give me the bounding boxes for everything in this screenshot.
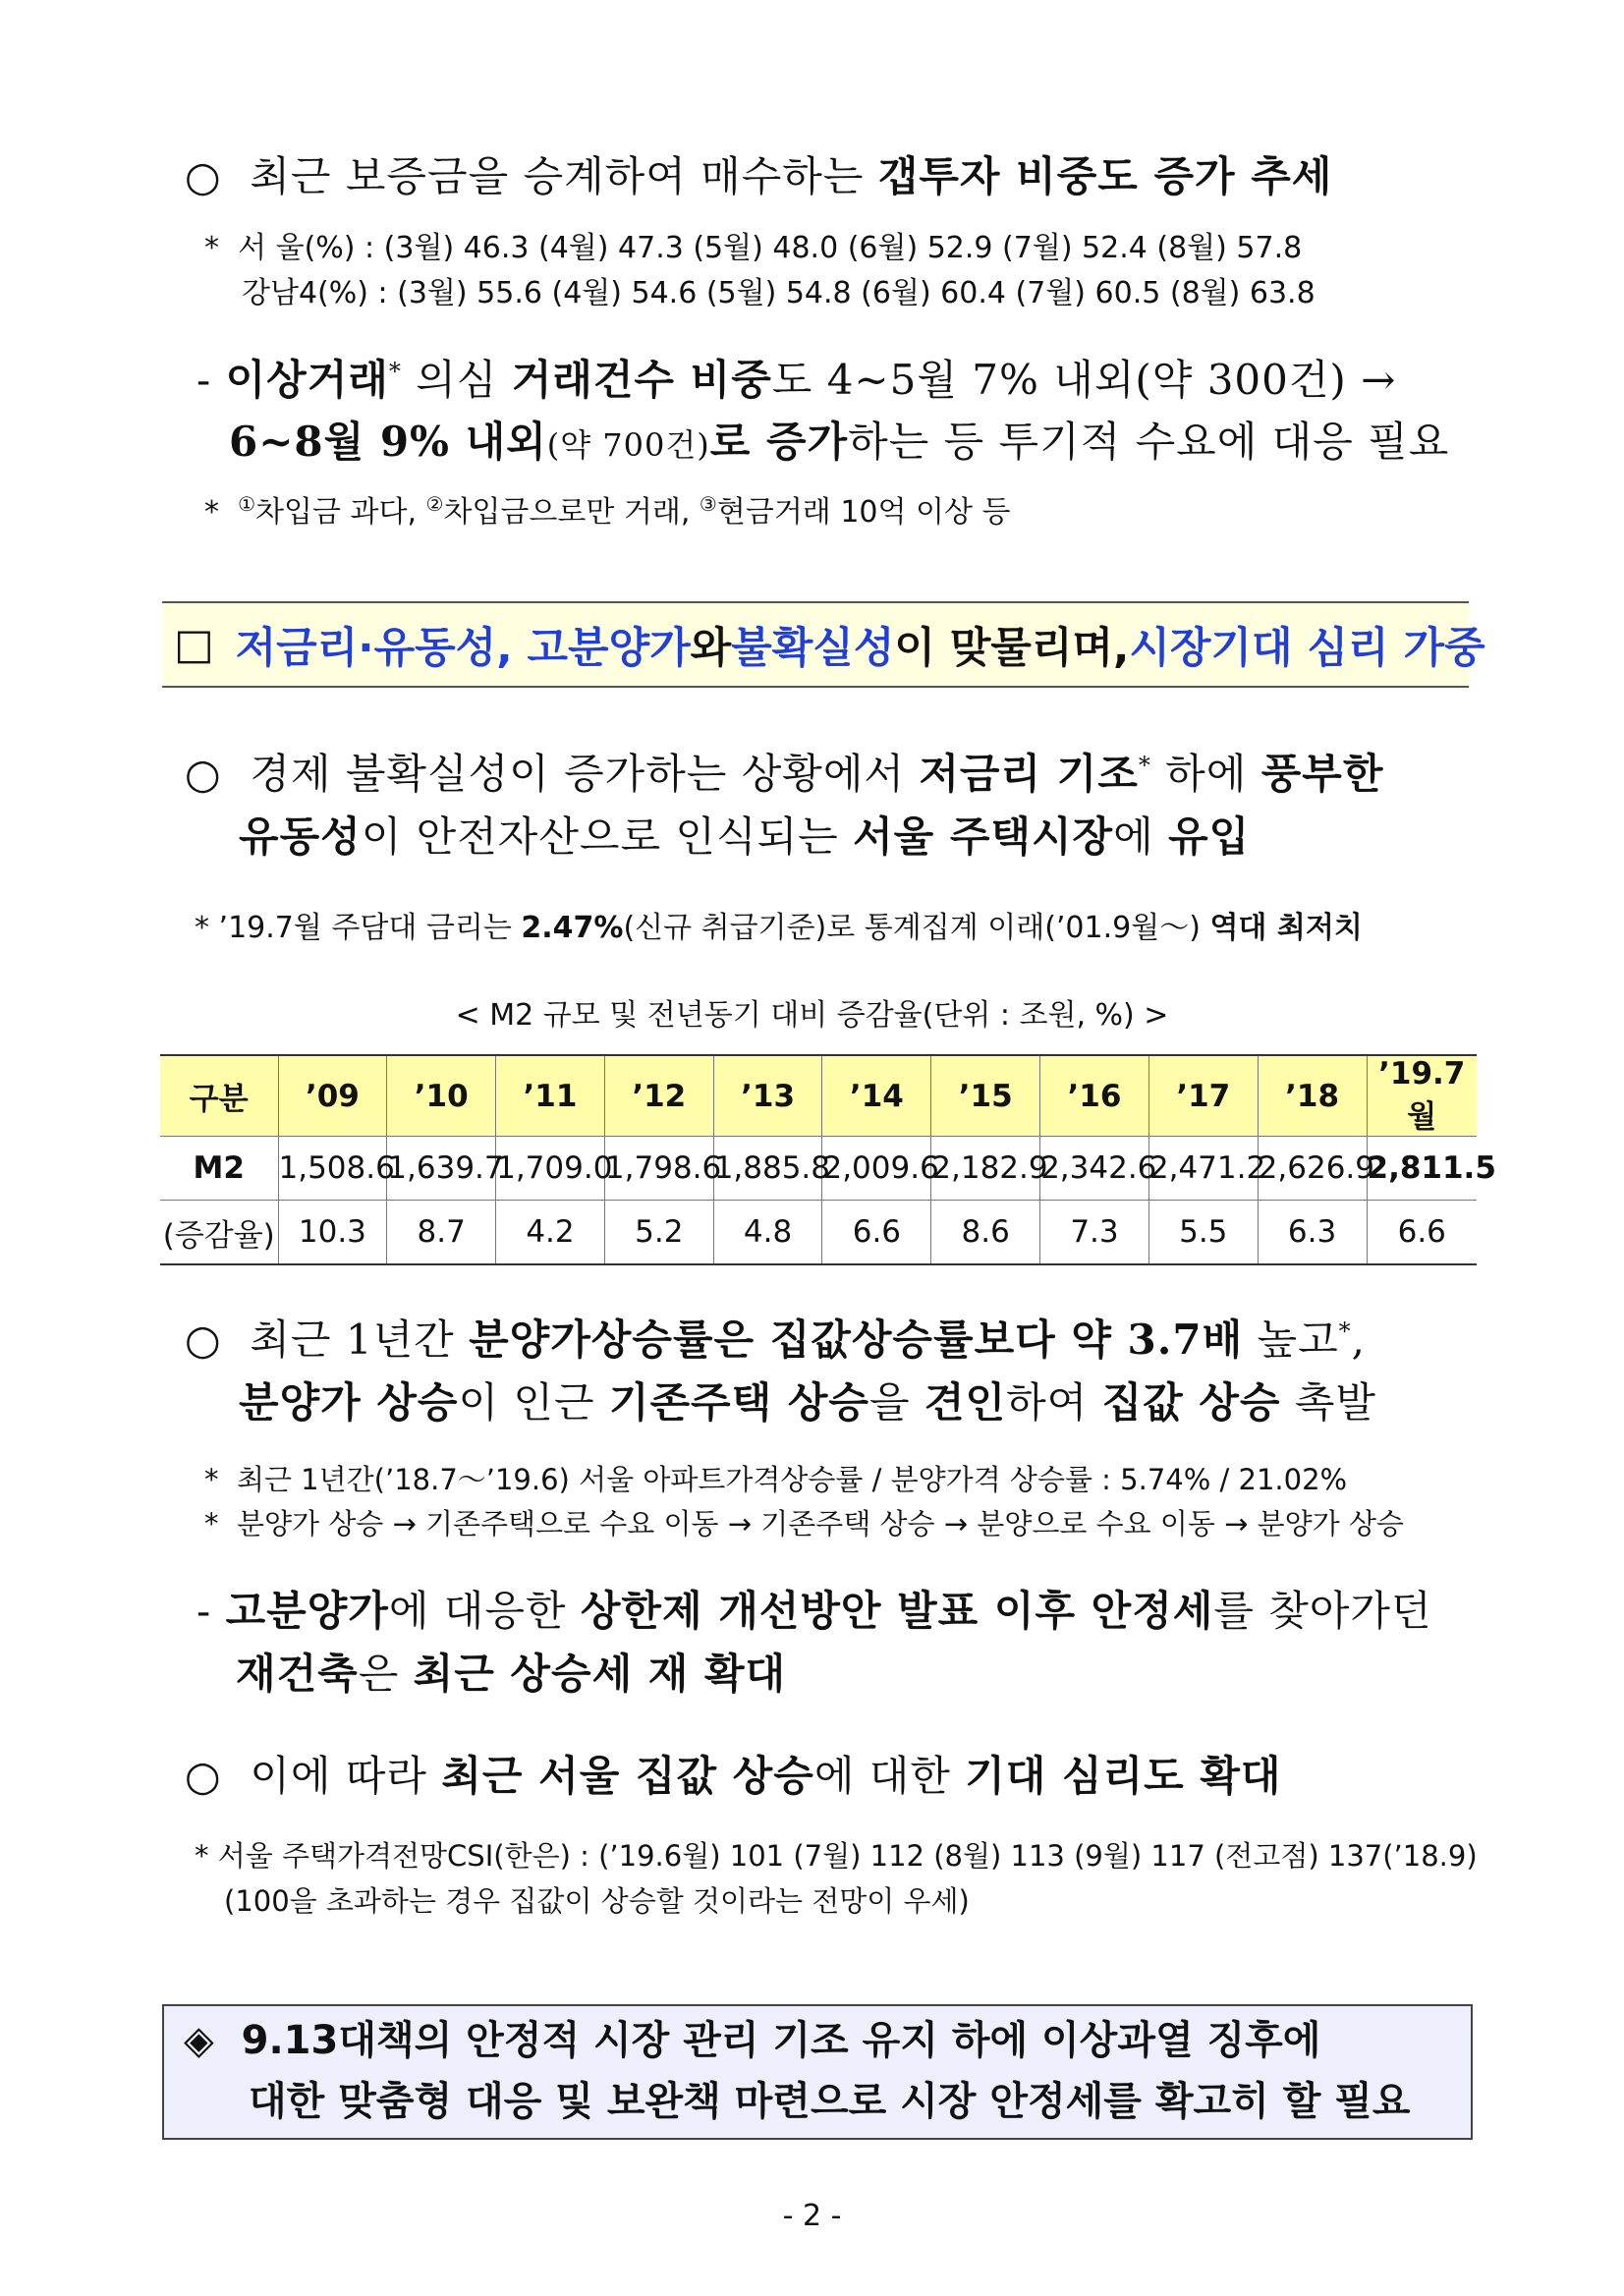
table-cell: 4.2 bbox=[496, 1201, 605, 1265]
table-cell: 5.5 bbox=[1148, 1201, 1258, 1265]
table-row-m2 bbox=[160, 1137, 1477, 1201]
table-header-cell: ’18 bbox=[1258, 1055, 1367, 1137]
bullet-expectation: ○ 이에 따라 최근 서울 집값 상승에 대한 기대 심리도 확대 bbox=[185, 1752, 1282, 1800]
asterisk-icon: * bbox=[204, 231, 219, 265]
table-header-cell: ’14 bbox=[822, 1055, 931, 1137]
bullet-presale-price-line2: 분양가 상승이 인근 기존주택 상승을 견인하여 집값 상승 촉발 bbox=[239, 1378, 1376, 1427]
table-cell: 1,709.0 bbox=[496, 1137, 605, 1201]
page-number: - 2 - bbox=[782, 2199, 842, 2233]
note-gap-ratio-gangnam: 강남4(%) : (3월) 55.6 (4월) 54.6 (5월) 54.8 (6월) 60.4 (7월) 60.5 (8월) 63.8 bbox=[242, 276, 1316, 310]
bullet-gap-investment: ○ 최근 보증금을 승계하여 매수하는 갭투자 비중도 증가 추세 bbox=[185, 152, 1333, 200]
conclusion-box bbox=[162, 2004, 1473, 2140]
table-cell: 1,508.6 bbox=[278, 1137, 387, 1201]
table-cell: 10.3 bbox=[278, 1201, 387, 1265]
table-cell: 8.7 bbox=[387, 1201, 496, 1265]
table-header-cell: ’10 bbox=[387, 1055, 496, 1137]
asterisk-icon: * bbox=[195, 911, 209, 945]
table-header-cell: ’12 bbox=[604, 1055, 713, 1137]
circle-bullet-icon: ○ bbox=[185, 152, 222, 200]
note-abnormal-trade-types: * ①차입금 과다, ②차입금으로만 거래, ③현금거래 10억 이상 등 bbox=[204, 492, 1011, 530]
table-cell: 6.6 bbox=[822, 1201, 931, 1265]
table-cell: 1,798.6 bbox=[604, 1137, 713, 1201]
note-mortgage-rate: * ’19.7월 주담대 금리는 2.47%(신규 취급기준)로 통계집계 이래(’01.9월～) 역대 최저치 bbox=[195, 911, 1363, 945]
dash-reconstruction-line1: - 고분양가에 대응한 상한제 개선방안 발표 이후 안정세를 찾아가던 bbox=[196, 1587, 1432, 1635]
dash-reconstruction-line2: 재건축은 최근 상승세 재 확대 bbox=[236, 1650, 787, 1698]
conclusion-line1: ◈ 9.13대책의 안정적 시장 관리 기조 유지 하에 이상과열 징후에 bbox=[184, 2018, 1321, 2063]
table-cell: 2,342.6 bbox=[1040, 1137, 1149, 1201]
circle-bullet-icon: ○ bbox=[185, 1752, 222, 1800]
table-cell: 2,626.9 bbox=[1258, 1137, 1367, 1201]
diamond-bullet-icon: ◈ bbox=[184, 2018, 214, 2063]
table-header-cell: ’17 bbox=[1148, 1055, 1258, 1137]
table-row-growth bbox=[160, 1201, 1477, 1265]
table-header-cell: ’15 bbox=[931, 1055, 1040, 1137]
table-header-cell: ’09 bbox=[278, 1055, 387, 1137]
m2-table bbox=[160, 1054, 1496, 1265]
table-cell: (증감율) bbox=[160, 1201, 278, 1265]
note-csi-line2: (100을 초과하는 경우 집값이 상승할 것이라는 전망이 우세) bbox=[224, 1884, 970, 1918]
note-gap-ratio-seoul: * 서 울(%) : (3월) 46.3 (4월) 47.3 (5월) 48.0 (6월) 52.9 (7월) 52.4 (8월) 57.8 bbox=[204, 231, 1303, 265]
note-price-growth-rates: * 최근 1년간(’18.7～’19.6) 서울 아파트가격상승률 / 분양가격 상승률 : 5.74% / 21.02% bbox=[204, 1463, 1348, 1496]
dash-abnormal-trade-line2: 6~8월 9% 내외(약 700건)로 증가하는 등 투기적 수요에 대응 필요 bbox=[229, 418, 1450, 466]
table-cell: 6.6 bbox=[1367, 1201, 1477, 1265]
table-header-cell: ’19.7월 bbox=[1367, 1055, 1477, 1137]
circle-bullet-icon: ○ bbox=[185, 1316, 222, 1364]
bullet-liquidity-line2: 유동성이 안전자산으로 인식되는 서울 주택시장에 유입 bbox=[239, 812, 1251, 861]
bullet-presale-price-line1: ○ 최근 1년간 분양가상승률은 집값상승률보다 약 3.7배 높고*, bbox=[185, 1316, 1367, 1364]
table-cell: 2,471.2 bbox=[1148, 1137, 1258, 1201]
table-cell: 4.8 bbox=[713, 1201, 822, 1265]
table-cell: 8.6 bbox=[931, 1201, 1040, 1265]
table-header-cell: ’11 bbox=[496, 1055, 605, 1137]
square-bullet-icon: □ bbox=[174, 620, 214, 669]
asterisk-icon: * bbox=[204, 1507, 219, 1540]
note-csi-line1: * 서울 주택가격전망CSI(한은) : (’19.6월) 101 (7월) 112 (8월) 113 (9월) 117 (전고점) 137(’18.9) bbox=[195, 1839, 1478, 1873]
table-header-row bbox=[160, 1055, 1477, 1137]
note-price-chain: * 분양가 상승 → 기존주택으로 수요 이동 → 기존주택 상승 → 분양으로 수요 이동 → 분양가 상승 bbox=[204, 1507, 1404, 1540]
asterisk-icon: * bbox=[204, 1463, 219, 1496]
table-cell: 6.3 bbox=[1258, 1201, 1367, 1265]
table-caption: < M2 규모 및 전년동기 대비 증감율(단위 : 조원, %) > bbox=[455, 998, 1169, 1033]
conclusion-line2: 대한 맞춤형 대응 및 보완책 마련으로 시장 안정세를 확고히 할 필요 bbox=[249, 2079, 1411, 2124]
table-cell: 5.2 bbox=[604, 1201, 713, 1265]
table-cell: 2,811.5 bbox=[1367, 1137, 1477, 1201]
table-cell: M2 bbox=[160, 1137, 278, 1201]
section-header: □ 저금리·유동성, 고분양가 와 불확실성 이 맞물리며, 시장기대 심리 가중 bbox=[162, 601, 1469, 688]
table-header-cell: 구분 bbox=[160, 1055, 278, 1137]
table-cell: 1,885.8 bbox=[713, 1137, 822, 1201]
asterisk-icon: * bbox=[204, 495, 219, 530]
table-header-cell: ’13 bbox=[713, 1055, 822, 1137]
dash-abnormal-trade-line1: - 이상거래* 의심 거래건수 비중도 4~5월 7% 내외(약 300건) → bbox=[196, 356, 1397, 404]
table-cell: 2,009.6 bbox=[822, 1137, 931, 1201]
table-cell: 7.3 bbox=[1040, 1201, 1149, 1265]
circle-bullet-icon: ○ bbox=[185, 750, 222, 798]
bullet-liquidity-line1: ○ 경제 불확실성이 증가하는 상황에서 저금리 기조* 하에 풍부한 bbox=[185, 750, 1384, 798]
table-cell: 1,639.7 bbox=[387, 1137, 496, 1201]
asterisk-icon: * bbox=[195, 1839, 209, 1873]
table-header-cell: ’16 bbox=[1040, 1055, 1149, 1137]
table-cell: 2,182.9 bbox=[931, 1137, 1040, 1201]
